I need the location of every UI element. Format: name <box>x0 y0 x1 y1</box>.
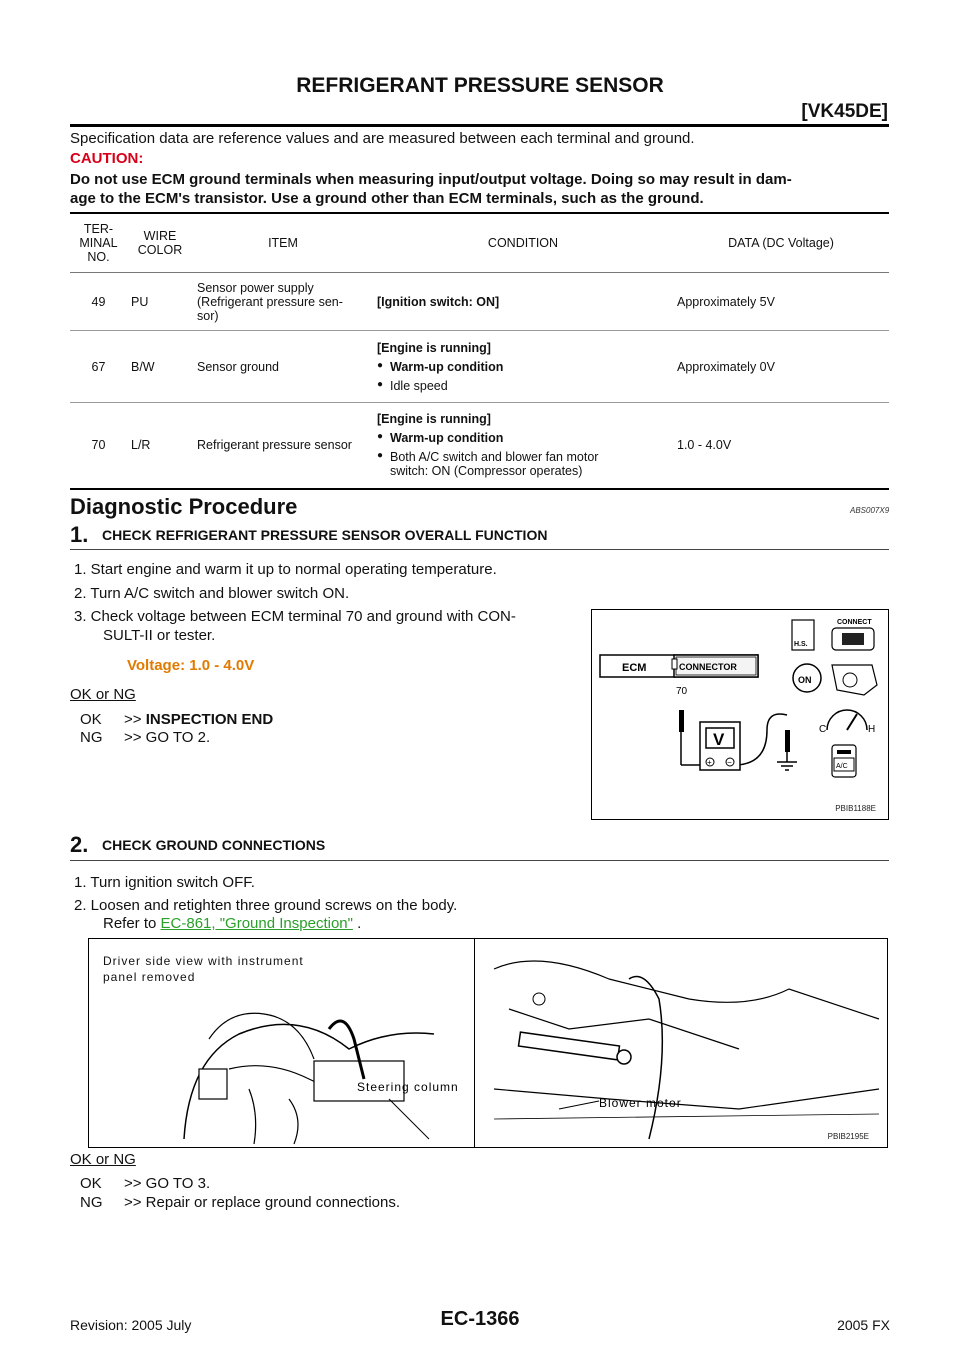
ok-result: >> GO TO 3. <box>124 1175 211 1192</box>
spec-table <box>70 214 889 490</box>
step2-item: 1. Turn ignition switch OFF. <box>74 874 255 891</box>
figure-caption: Driver side view with instrument panel removed <box>103 954 304 984</box>
figure-ground-connections <box>88 938 888 1148</box>
spec-voltage: Voltage: 1.0 - 4.0V <box>127 657 255 674</box>
engine-code: [VK45DE] <box>801 101 888 122</box>
svg-text:−: − <box>727 758 732 767</box>
ground-inspection-link[interactable]: EC-861, "Ground Inspection" <box>160 915 353 932</box>
step1-item: 1. Start engine and warm it up to normal operating temperature. <box>74 561 497 578</box>
hs-label: H.S. <box>794 641 808 648</box>
caution-text: Do not use ECM ground terminals when measuring input/output voltage. Doing so may result in dam- age to the ECM's transistor. Use a ground other than ECM terminals, such as the ground. <box>70 171 792 207</box>
model-year: 2005 FX <box>837 1317 890 1333</box>
step2-number: 2. <box>70 832 89 857</box>
caution-heading: CAUTION: <box>70 150 144 167</box>
step1-title: CHECK REFRIGERANT PRESSURE SENSOR OVERALL FUNCTION <box>102 527 548 543</box>
section-code: ABS007X9 <box>850 506 890 515</box>
voltage-check-diagram <box>592 610 888 819</box>
ecm-label: ECM <box>622 662 647 674</box>
ng-result: >> Repair or replace ground connections. <box>124 1194 401 1211</box>
ok-key: OK <box>80 711 102 728</box>
figure-id: PBIB1188E <box>835 804 876 813</box>
th-data: DATA (DC Voltage) <box>673 214 889 273</box>
ng-key: NG <box>80 729 103 746</box>
step2-title: CHECK GROUND CONNECTIONS <box>102 837 326 853</box>
step1-item: SULT-II or tester. <box>103 627 216 644</box>
ng-result: >> GO TO 2. <box>124 729 211 746</box>
header-rule <box>70 124 889 127</box>
ng-key: NG <box>80 1194 103 1211</box>
figure-id: PBIB2195E <box>827 1132 869 1141</box>
steering-column-label: Steering column <box>357 1080 459 1094</box>
ok-result: >> INSPECTION END <box>124 711 274 728</box>
step2-rule <box>70 860 889 861</box>
svg-text:+: + <box>707 758 712 767</box>
svg-text:C: C <box>819 724 827 735</box>
step2-item: 2. Loosen and retighten three ground screws on the body. <box>74 897 458 914</box>
table-row: 49 PU Sensor power supply (Refrigerant pressure sen- sor) [Ignition switch: ON] Approximately 5V <box>70 273 889 331</box>
figure-ecm-voltage <box>591 609 889 820</box>
connector-label: CONNECTOR <box>679 662 737 672</box>
blower-motor-label: Blower motor <box>599 1096 682 1110</box>
table-row: 70 L/R Refrigerant pressure sensor [Engine is running] ● Warm-up condition ● Both A/C switch and blower fan motor switch: ON (Compressor operates) 1.0 - 4.0V <box>70 403 889 489</box>
page-number: EC-1366 <box>440 1308 520 1330</box>
step1-item: 2. Turn A/C switch and blower switch ON. <box>74 585 350 602</box>
ok-ng-label: OK or NG <box>70 1151 136 1168</box>
section-heading: Diagnostic Procedure <box>70 494 298 519</box>
step1-number: 1. <box>70 522 89 547</box>
ignition-on: ON <box>798 675 812 685</box>
page-title: REFRIGERANT PRESSURE SENSOR <box>296 74 664 97</box>
meter-label: V <box>713 730 725 749</box>
revision-date: Revision: 2005 July <box>70 1317 192 1333</box>
ground-screws-illustration <box>89 939 887 1147</box>
ok-ng-label: OK or NG <box>70 686 136 703</box>
intro-text: Specification data are reference values and are measured between each terminal and ground. <box>70 130 695 147</box>
th-wire: WIRE COLOR <box>127 214 193 273</box>
step1-item: 3. Check voltage between ECM terminal 70 and ground with CON- <box>74 608 516 625</box>
svg-text:H: H <box>868 724 876 735</box>
terminal-label: 70 <box>676 686 688 697</box>
ac-label: A/C <box>836 763 848 770</box>
th-terminal: TER- MINAL NO. <box>70 214 127 273</box>
table-header-row <box>70 214 889 273</box>
step2-refer: Refer to EC-861, "Ground Inspection" . <box>103 915 362 932</box>
connect-label: CONNECT <box>837 619 872 626</box>
step1-rule <box>70 549 889 550</box>
th-item: ITEM <box>193 214 373 273</box>
th-condition: CONDITION <box>373 214 673 273</box>
ok-key: OK <box>80 1175 102 1192</box>
table-row: 67 B/W Sensor ground [Engine is running] ● Warm-up condition ● Idle speed Approximately 0V <box>70 331 889 403</box>
